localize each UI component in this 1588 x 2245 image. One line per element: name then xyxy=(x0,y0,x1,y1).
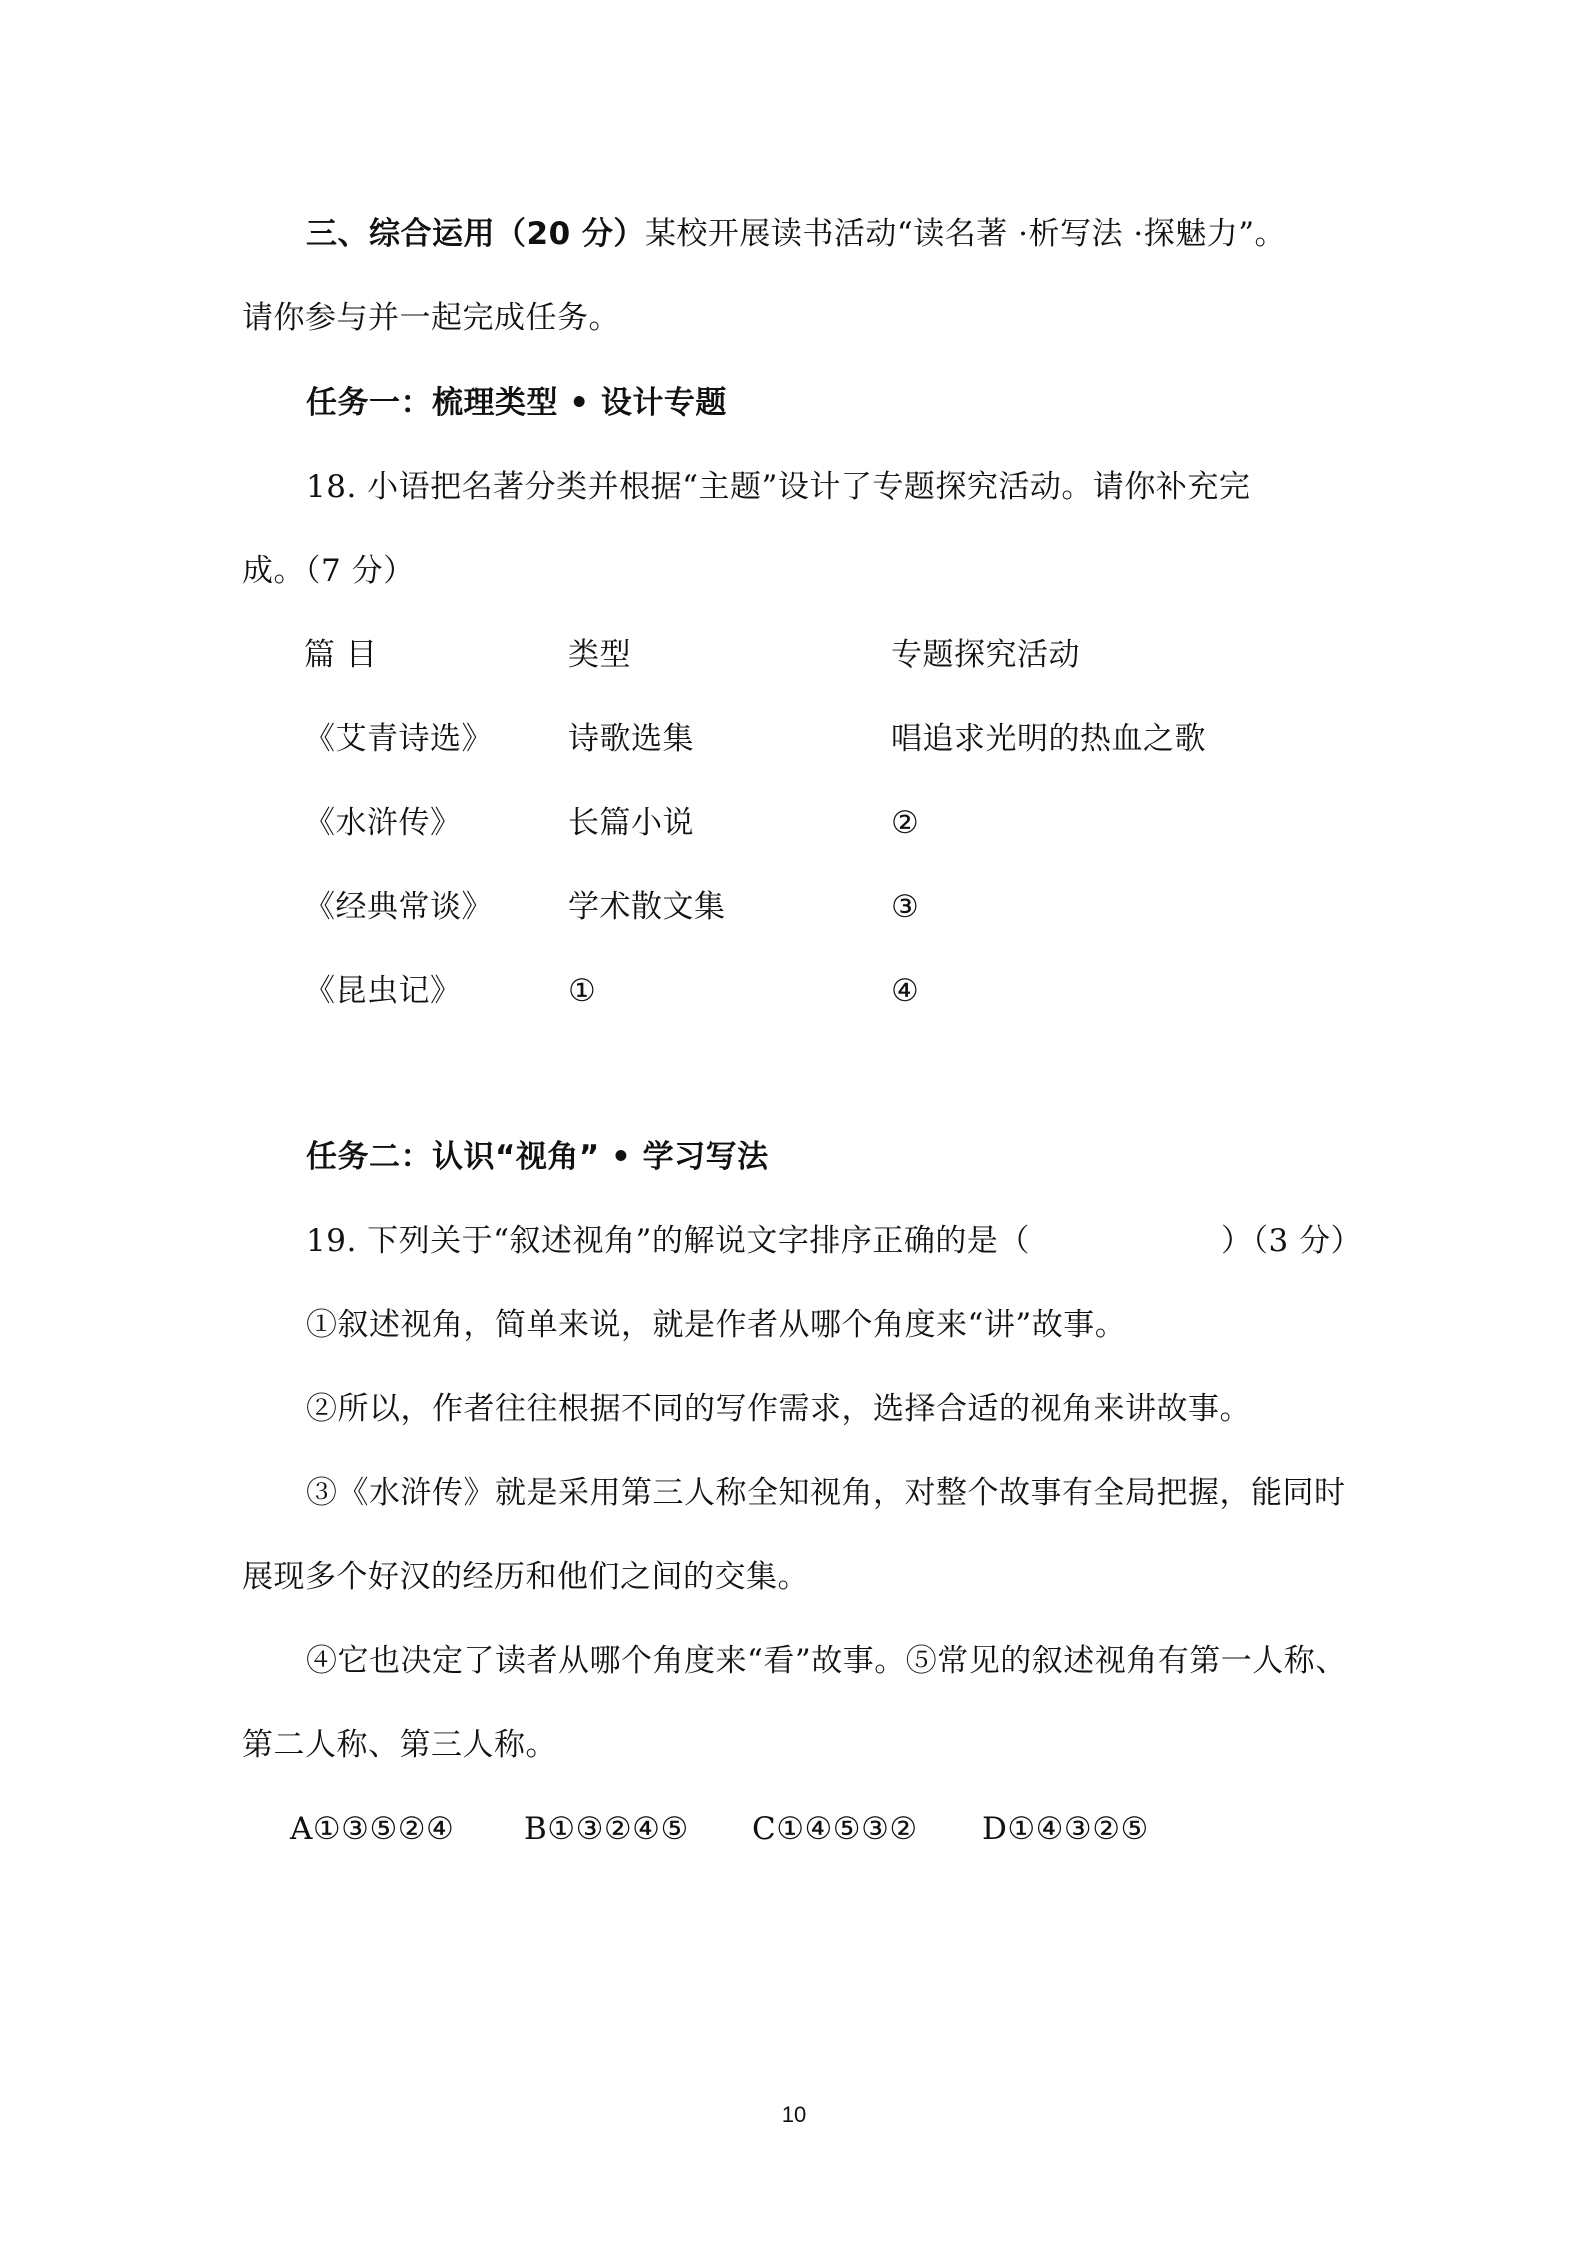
table-row-1-title: 《艾青诗选》 xyxy=(304,721,493,757)
option-b: B①③②④⑤ xyxy=(524,1811,689,1847)
table-row-3-title: 《经典常谈》 xyxy=(304,889,493,925)
section3-heading: 三、综合运用（20 分） xyxy=(306,216,645,252)
table-row-4-type: ① xyxy=(568,973,597,1009)
statement-3-line1: ③《水浒传》就是采用第三人称全知视角，对整个故事有全局把握，能同时 xyxy=(306,1475,1346,1511)
table-header-type: 类型 xyxy=(568,637,631,673)
table-row-4-title: 《昆虫记》 xyxy=(304,973,462,1009)
table-row-1-type: 诗歌选集 xyxy=(568,721,694,757)
table-header-activity: 专题探究活动 xyxy=(891,637,1080,673)
table-row-3-type: 学术散文集 xyxy=(568,889,726,925)
table-row-2-title: 《水浒传》 xyxy=(304,805,462,841)
table-row-2-type: 长篇小说 xyxy=(568,805,694,841)
task1-title: 任务一：梳理类型 • 设计专题 xyxy=(306,385,727,421)
table-header-title: 篇 目 xyxy=(304,637,378,673)
page-number: 10 xyxy=(781,2102,807,2127)
q18-line2: 成。（7 分） xyxy=(242,553,415,589)
section3-heading-line xyxy=(306,214,1286,254)
q19-stem: 19. 下列关于“叙述视角”的解说文字排序正确的是（ xyxy=(306,1223,1030,1259)
q18-line1: 18. 小语把名著分类并根据“主题”设计了专题探究活动。请你补充完 xyxy=(306,469,1251,505)
q19-answer-blank: ）（3 分） xyxy=(1221,1223,1363,1259)
statement-4-line1: ④它也决定了读者从哪个角度来“看”故事。⑤常见的叙述视角有第一人称、 xyxy=(306,1643,1347,1679)
table-row-3-activity: ③ xyxy=(891,889,920,925)
option-d: D①④③②⑤ xyxy=(982,1811,1149,1847)
statement-4-line2: 第二人称、第三人称。 xyxy=(242,1727,557,1763)
table-row-1-activity: 唱追求光明的热血之歌 xyxy=(891,721,1206,757)
option-a: A①③⑤②④ xyxy=(290,1811,455,1847)
task2-title: 任务二：认识“视角” • 学习写法 xyxy=(306,1139,769,1175)
statement-3-line2: 展现多个好汉的经历和他们之间的交集。 xyxy=(242,1559,809,1595)
table-row-2-activity: ② xyxy=(891,805,920,841)
section3-intro-line2: 请你参与并一起完成任务。 xyxy=(242,300,620,336)
section3-intro-line1: 某校开展读书活动“读名著 ·析写法 ·探魅力”。 xyxy=(644,216,1287,252)
table-row-4-activity: ④ xyxy=(891,973,920,1009)
statement-1: ①叙述视角，简单来说，就是作者从哪个角度来“讲”故事。 xyxy=(306,1307,1127,1343)
statement-2: ②所以，作者往往根据不同的写作需求，选择合适的视角来讲故事。 xyxy=(306,1391,1251,1427)
option-c: C①④⑤③② xyxy=(752,1811,918,1847)
